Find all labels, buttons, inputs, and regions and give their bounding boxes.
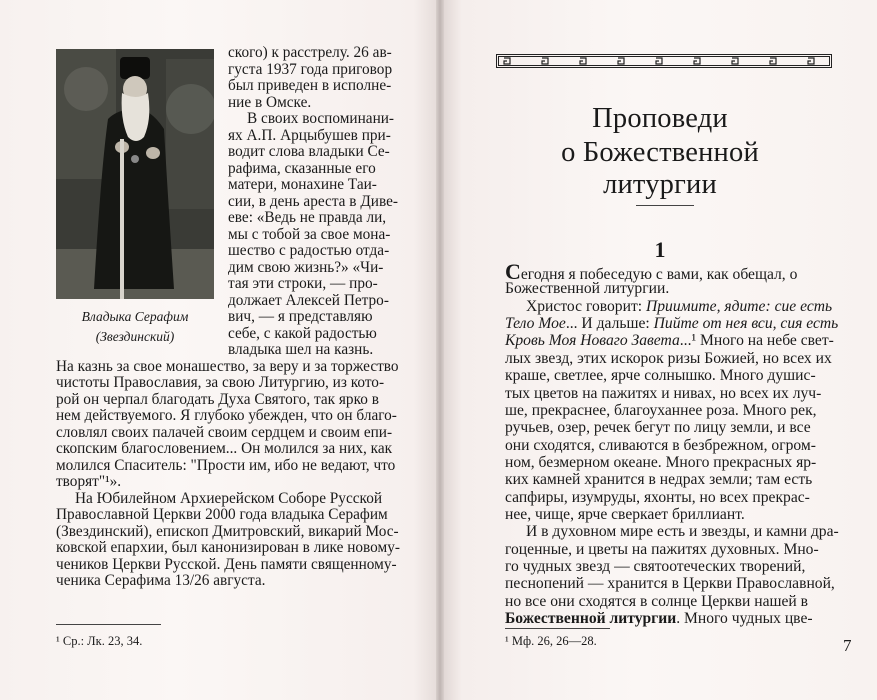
text-line: чистоты Православия, за свою Литургию, из кото- — [56, 374, 385, 391]
text-line: сии, в день ареста в Диве- — [228, 192, 398, 210]
chapter-title: о Божественной — [561, 137, 759, 168]
text-line: себе, с какой радостью — [228, 324, 377, 342]
footnote-rule — [505, 628, 610, 629]
text-line: нее, чище, ярче сверкает бриллиант. — [505, 505, 745, 523]
text-line: лых звезд, этих искорок ризы Божией, но всех их — [505, 349, 832, 367]
text-line: был приведен в исполне- — [228, 77, 392, 94]
section-number: 1 — [654, 237, 666, 262]
text-line: владыка шел на казнь. — [228, 341, 374, 358]
text-line: скопским благословением... Он молился за них, как — [56, 440, 393, 457]
text-line: ние в Омске. — [228, 93, 312, 111]
text-line: Кровь Моя Новаго Завета...¹ Много на небе свет- — [505, 332, 834, 350]
portrait-photo — [56, 49, 214, 299]
text-line: вич, — я представляю — [228, 308, 373, 325]
text-line: словлял своих палачей своим сердцем и своим епи- — [56, 423, 393, 441]
text-line: ченика Серафима 13/26 августа. — [56, 572, 266, 589]
text-line: ких камней хранится в недрах земли; там есть — [505, 471, 813, 489]
text-line: ского) к расстрелу. 26 ав- — [228, 44, 392, 61]
text-line: творят"¹». — [56, 473, 122, 490]
text-line: ковской епархии, был канонизирован в лике новому- — [56, 539, 400, 556]
text-line: На Юбилейном Архиерейском Соборе Русской — [75, 489, 383, 507]
text-line: сапфиры, изумруды, яхонты, но всех прекрас- — [505, 488, 810, 506]
text-line: ше, прекраснее, благоуханнее роза. Много рек, — [505, 401, 817, 419]
photo-caption-line: Владыка Серафим — [81, 309, 189, 324]
drop-cap: С — [505, 259, 521, 284]
footnote: ¹ Ср.: Лк. 23, 34. — [56, 634, 143, 648]
text-line: В своих воспоминани- — [247, 110, 395, 127]
text-line: шество с радостью отда- — [228, 242, 390, 259]
text-line: И в духовном мире есть и звезды, и камни дра- — [526, 523, 839, 541]
footnote: ¹ Мф. 26, 26—28. — [505, 634, 597, 648]
text-line: густа 1937 года приговор — [228, 60, 393, 78]
title-rule — [636, 205, 694, 206]
text-line: (Звездинский), епископ Дмитровский, викарий Мос- — [56, 522, 399, 540]
text-line: песнопений — хранится в Церкви Православной, — [505, 575, 835, 593]
text-line: мы с тобой за свое мона- — [228, 225, 391, 243]
text-line: но все они сходятся в солнце Церкви нашей в — [505, 592, 809, 610]
text-line: Тело Мое... И дальше: Пийте от нея вси, сия есть — [505, 315, 839, 333]
footnote-rule — [56, 624, 161, 625]
book-gutter — [436, 0, 444, 700]
text-line: ях А.П. Арцыбушев при- — [228, 126, 391, 144]
chapter-title: Проповеди — [592, 103, 728, 134]
text-line: они сходятся, сливаются в безбрежном, огром- — [505, 436, 816, 454]
text-line: ручьев, озер, речек бегут по лицу земли, и все — [505, 419, 811, 437]
text-line: молился Спаситель: "Прости им, ибо не ведают, что — [56, 456, 396, 474]
text-line: На казнь за свое монашество, за веру и за торжество — [56, 357, 399, 375]
text-line: нем действуемого. Я глубоко убежден, что он благо- — [56, 407, 397, 424]
text-line: Христос говорит: Приимите, ядите: сие есть — [526, 297, 833, 315]
page-number: 7 — [843, 636, 852, 655]
text-line: рой он черпал благодать Духа Святого, так ярко в — [56, 390, 379, 408]
text-line: чеников Церкви Русской. День памяти священному- — [56, 555, 397, 573]
text-line: го чудных звезд — святоотеческих творений, — [505, 558, 806, 575]
text-line: матери, монахине Таи- — [228, 176, 377, 193]
text-line: тых цветов на пажитях и нивах, но всех их луч- — [505, 384, 822, 402]
text-line: должает Алексей Петро- — [228, 291, 389, 309]
photo-caption-line: (Звездинский) — [95, 329, 175, 344]
text-line: краше, светлее, ярче солнышко. Много душис- — [505, 367, 816, 385]
text-line: тая эти строки, — про- — [228, 275, 378, 292]
text-line: гоценные, и цветы на пажитях духовных. Мно- — [505, 540, 819, 558]
text-line: еве: «Ведь не правда ли, — [228, 209, 387, 226]
text-line: ном, безмерном океане. Много прекрасных яр- — [505, 453, 817, 471]
text-line: Божественной литургии. — [505, 280, 670, 298]
text-line: Православной Церкви 2000 года владыка Серафим — [56, 506, 388, 523]
text-line: водит слова владыки Се- — [228, 143, 390, 160]
text-line: Сегодня я побеседую с вами, как обещал, о — [505, 259, 798, 284]
text-line: Божественной литургии. Много чудных цве- — [505, 610, 813, 627]
ornament-border — [496, 54, 832, 68]
text-line: дим свою жизнь?» «Чи- — [228, 258, 384, 276]
chapter-title: литургии — [603, 169, 717, 200]
text-line: рафима, сказанные его — [228, 159, 376, 177]
